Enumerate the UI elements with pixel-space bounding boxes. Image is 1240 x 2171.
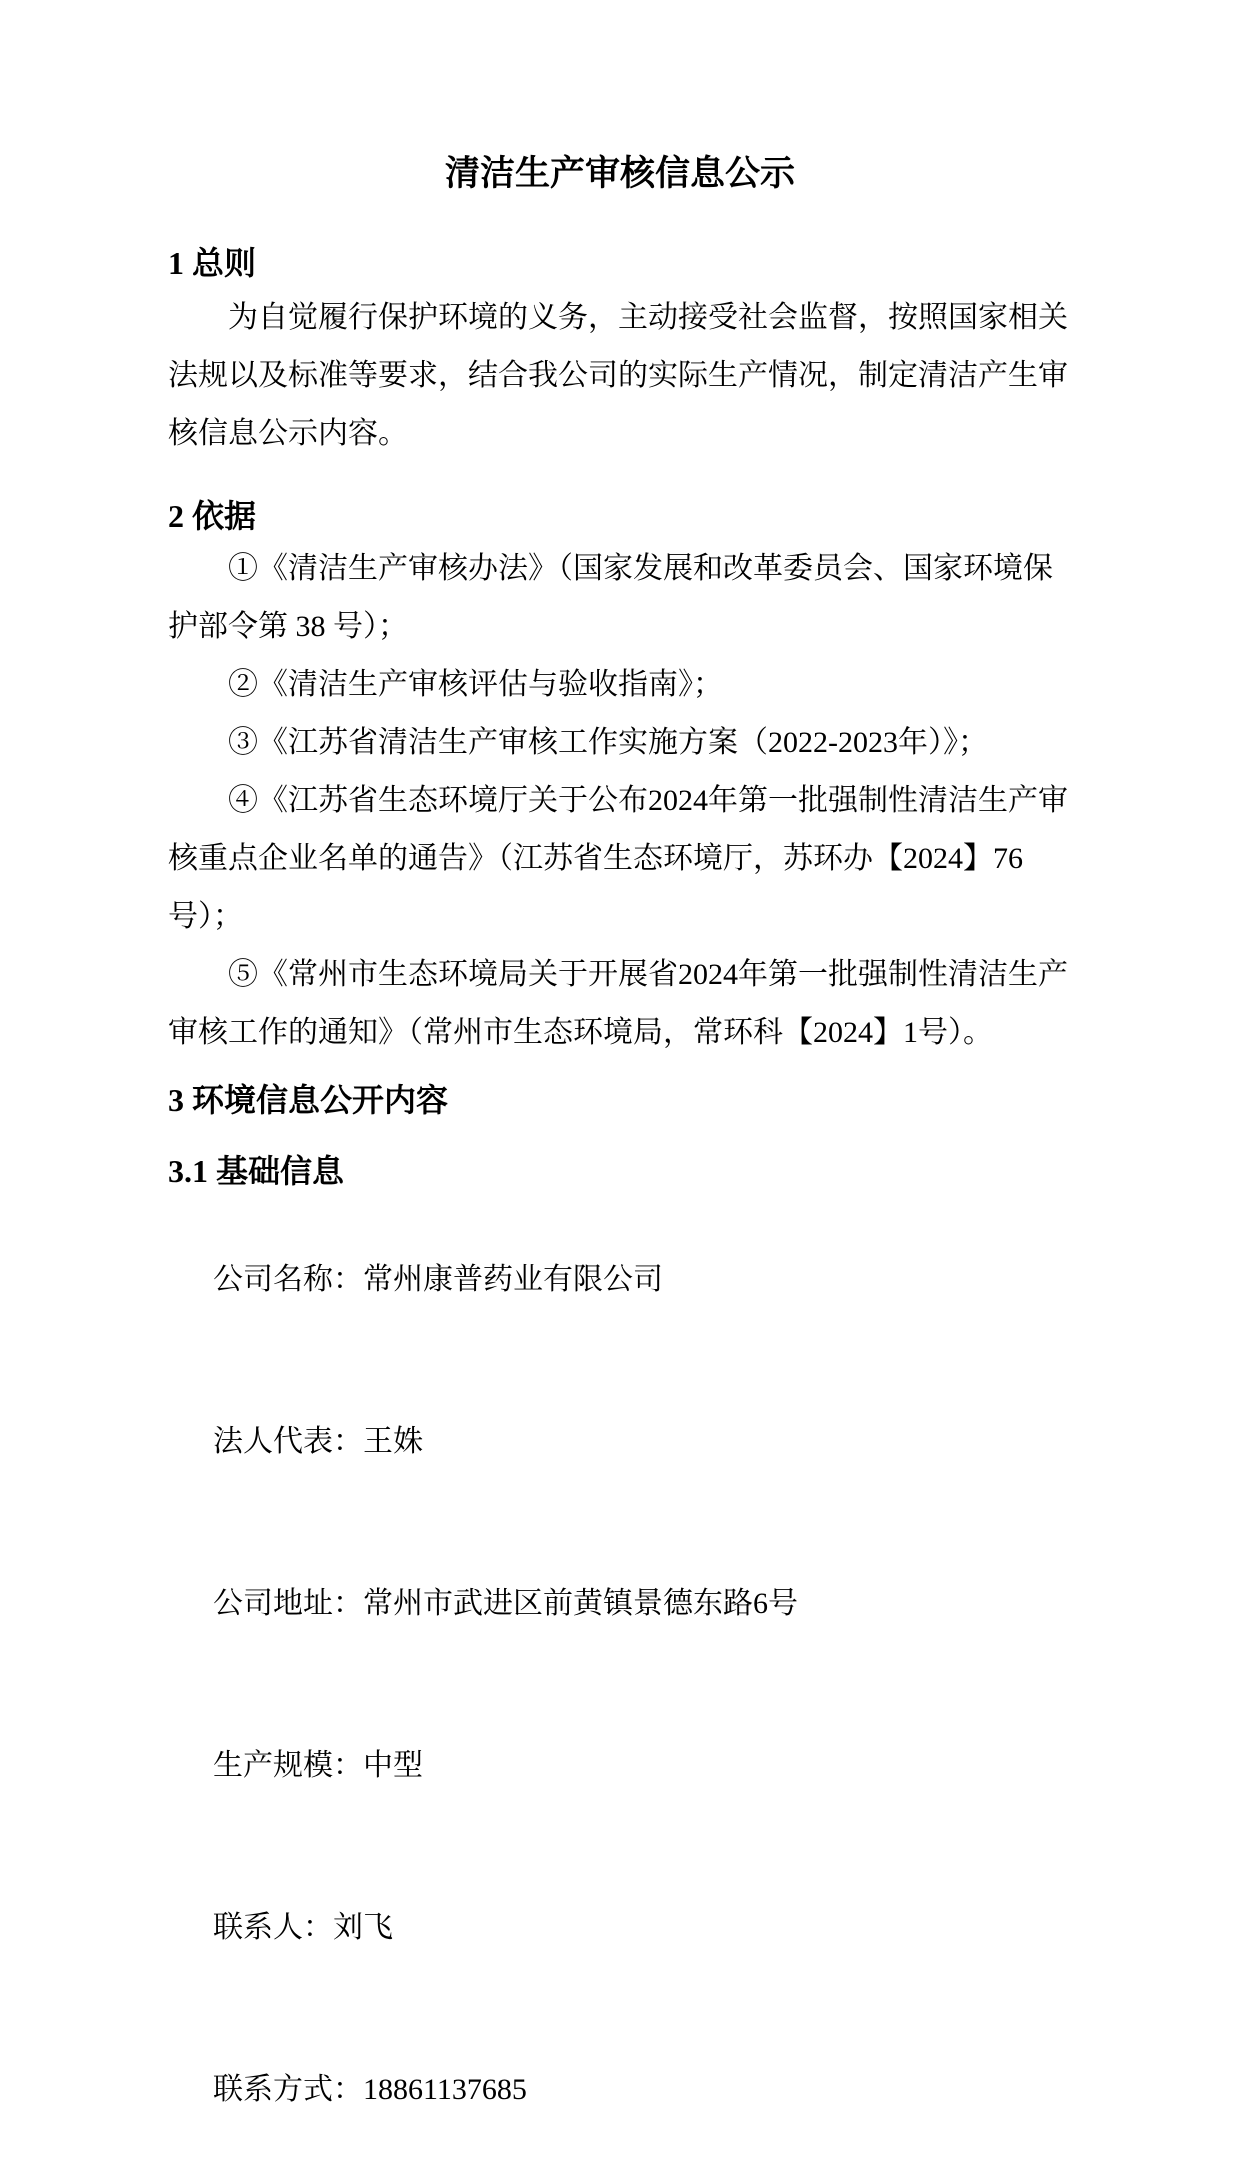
info-label: 公司名称： bbox=[213, 1263, 363, 1296]
info-line bbox=[168, 1199, 1072, 1361]
info-value: 王姝 bbox=[363, 1425, 423, 1458]
info-value: 18861137685 bbox=[363, 2073, 527, 2106]
info-value: 中型 bbox=[363, 1749, 423, 1782]
paragraph-line: 为自觉履行保护环境的义务，主动接受社会监督，按照国家相关 bbox=[228, 301, 1068, 334]
info-value: 常州康普药业有限公司 bbox=[363, 1263, 663, 1296]
reference-line: 护部令第 38 号）； bbox=[168, 610, 408, 643]
paragraph-line: 核信息公示内容。 bbox=[168, 417, 408, 450]
info-value: 刘飞 bbox=[333, 1911, 393, 1944]
reference-line: 核重点企业名单的通告》（江苏省生态环境厅，苏环办【2024】76 bbox=[168, 842, 1023, 875]
info-label: 联系方式： bbox=[213, 2073, 363, 2106]
reference-line: ③《江苏省清洁生产审核工作实施方案（2022-2023年）》； bbox=[228, 726, 988, 759]
reference-line: ②《清洁生产审核评估与验收指南》； bbox=[228, 668, 723, 701]
reference-line: 号）； bbox=[168, 900, 243, 933]
section-1-paragraph bbox=[168, 289, 1072, 463]
reference-line: 审核工作的通知》（常州市生态环境局，常环科【2024】1号）。 bbox=[168, 1016, 993, 1049]
paragraph-line: 法规以及标准等要求，结合我公司的实际生产情况，制定清洁产生审 bbox=[168, 359, 1068, 392]
info-line bbox=[168, 2009, 1072, 2171]
info-value: 常州市武进区前黄镇景德东路6号 bbox=[363, 1587, 798, 1620]
section-2-references bbox=[168, 540, 1072, 1062]
info-label: 联系人： bbox=[213, 1911, 333, 1944]
section-1-heading: 1 总则 bbox=[168, 245, 257, 281]
info-label: 公司地址： bbox=[213, 1587, 363, 1620]
info-line bbox=[168, 1361, 1072, 1523]
reference-line: ①《清洁生产审核办法》（国家发展和改革委员会、国家环境保 bbox=[228, 552, 1053, 585]
info-label: 生产规模： bbox=[213, 1749, 363, 1782]
reference-line: ④《江苏省生态环境厅关于公布2024年第一批强制性清洁生产审 bbox=[228, 784, 1068, 817]
section-2-heading: 2 依据 bbox=[168, 498, 257, 534]
document-title: 清洁生产审核信息公示 bbox=[444, 154, 795, 193]
info-line bbox=[168, 1523, 1072, 1685]
subsection-3-1-heading: 3.1 基础信息 bbox=[168, 1153, 345, 1189]
section-3-heading: 3 环境信息公开内容 bbox=[168, 1082, 449, 1118]
info-line bbox=[168, 1847, 1072, 2009]
info-line bbox=[168, 1685, 1072, 1847]
info-label: 法人代表： bbox=[213, 1425, 363, 1458]
basic-info-list bbox=[168, 1199, 1072, 2171]
reference-line: ⑤《常州市生态环境局关于开展省2024年第一批强制性清洁生产 bbox=[228, 958, 1068, 991]
